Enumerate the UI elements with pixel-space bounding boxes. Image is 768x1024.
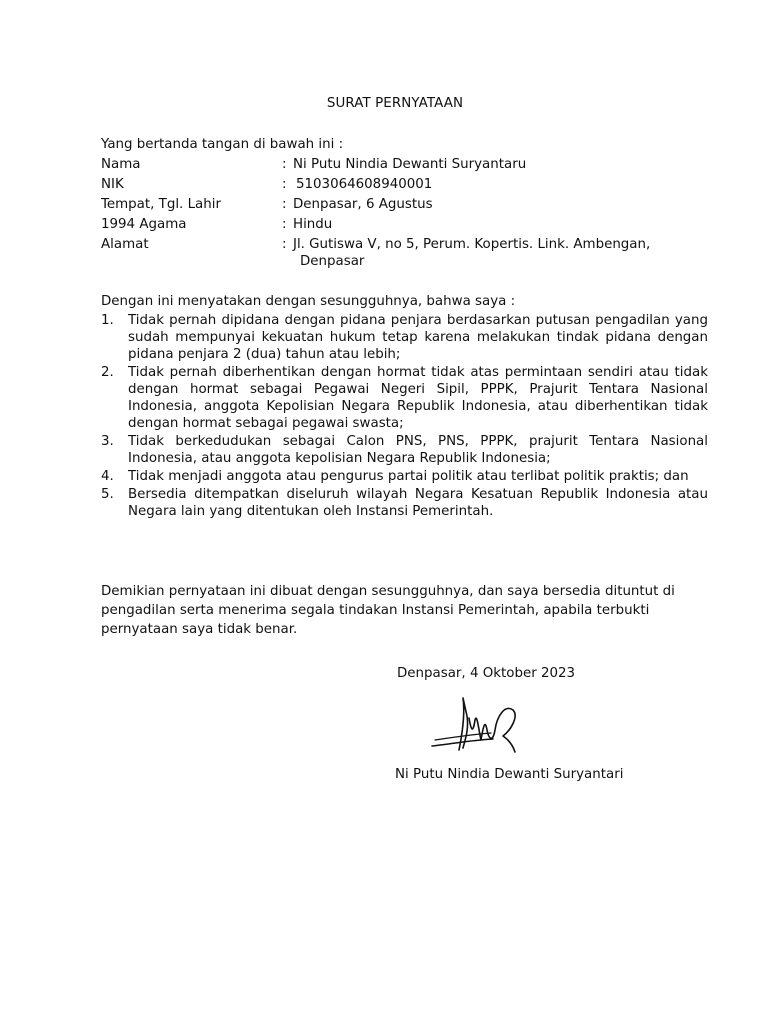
field-colon: : xyxy=(282,197,287,212)
item-text: Tidak pernah diberhentikan dengan hormat tidak atas permintaan sendiri atau tidak dengan hormat sebagai Pegawai Negeri Sipil, PPPK, Prajurit Tentara Nasional Indonesia, anggota Kepolisian Negara Republik Indonesia, atau diberhentikan tidak dengan hormat sebagai pegawai swasta; xyxy=(128,365,708,431)
field-colon: : xyxy=(282,217,287,232)
place-date: Denpasar, 4 Oktober 2023 xyxy=(397,666,576,681)
field-label: Alamat xyxy=(101,237,149,252)
document-title: SURAT PERNYATAAN xyxy=(326,96,464,111)
field-label: NIK xyxy=(101,177,124,192)
list-item xyxy=(101,364,708,432)
item-text: Bersedia ditempatkan diseluruh wilayah Negara Kesatuan Republik Indonesia atau Negara lain yang ditentukan oleh Instansi Pemerintah. xyxy=(128,487,708,519)
list-item xyxy=(101,312,708,363)
field-colon: : xyxy=(282,157,287,172)
list-item xyxy=(101,468,708,485)
item-number: 1. xyxy=(101,313,114,328)
list-item xyxy=(101,486,708,520)
item-text: Tidak menjadi anggota atau pengurus partai politik atau terlibat politik praktis; dan xyxy=(128,469,689,484)
item-text: Tidak berkedudukan sebagai Calon PNS, PNS, PPPK, prajurit Tentara Nasional Indonesia, atau anggota kepolisian Negara Republik Indonesia; xyxy=(128,434,708,466)
field-value: Ni Putu Nindia Dewanti Suryantaru xyxy=(293,157,527,172)
field-value: Hindu xyxy=(293,217,333,232)
item-text: Tidak pernah dipidana dengan pidana penjara berdasarkan putusan pengadilan yang sudah mempunyai kekuatan hukum tetap karena melakukan tindak pidana dengan pidana penjara 2 (dua) tahun atau lebih; xyxy=(128,313,708,362)
field-name xyxy=(101,156,721,176)
field-value: Denpasar, 6 Agustus xyxy=(293,197,433,212)
identity-fields xyxy=(101,156,721,270)
field-label: 1994 Agama xyxy=(101,217,187,232)
field-value: 5103064608940001 xyxy=(296,177,433,192)
field-label: Nama xyxy=(101,157,141,172)
field-colon: : xyxy=(282,237,287,252)
field-value xyxy=(293,236,721,270)
field-nik xyxy=(101,176,721,196)
list-item xyxy=(101,433,708,467)
closing-paragraph: Demikian pernyataan ini dibuat dengan sesungguhnya, dan saya bersedia dituntut di pengadilan serta menerima segala tindakan Instansi Pemerintah, apabila terbukti pernyataan saya tidak benar. xyxy=(101,584,675,637)
field-birth xyxy=(101,196,721,216)
address-line-2: Denpasar xyxy=(300,254,365,269)
item-number: 2. xyxy=(101,365,114,380)
signature-image xyxy=(425,690,525,760)
address-line-1: Jl. Gutiswa V, no 5, Perum. Kopertis. Link. Ambengan, xyxy=(293,237,651,252)
field-address xyxy=(101,236,721,270)
intro-text: Yang bertanda tangan di bawah ini : xyxy=(101,137,344,152)
item-number: 4. xyxy=(101,469,114,484)
item-number: 5. xyxy=(101,487,114,502)
field-religion xyxy=(101,216,721,236)
item-number: 3. xyxy=(101,434,114,449)
field-colon: : xyxy=(282,177,287,192)
signer-name: Ni Putu Nindia Dewanti Suryantari xyxy=(395,767,624,782)
declaration-text: Dengan ini menyatakan dengan sesungguhnya, bahwa saya : xyxy=(101,294,516,309)
statement-list xyxy=(101,312,708,521)
field-label: Tempat, Tgl. Lahir xyxy=(101,197,221,212)
